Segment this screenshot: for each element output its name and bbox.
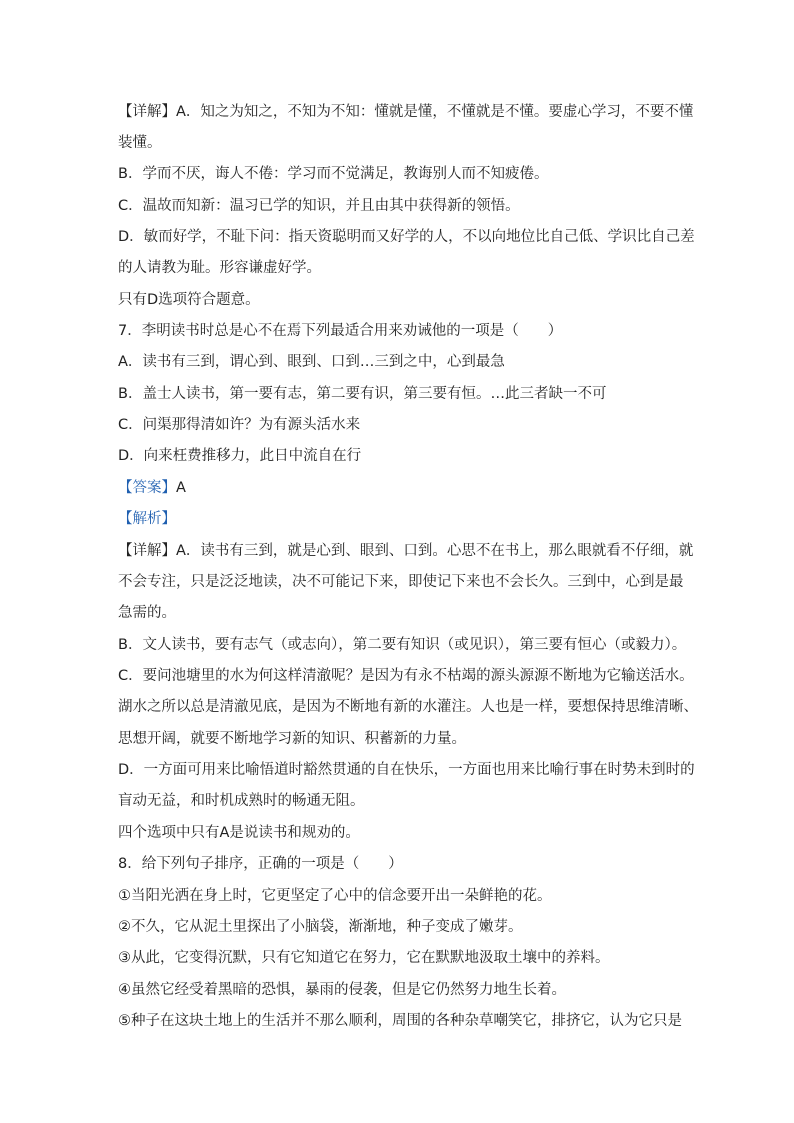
q7-exp-a-line2: 不会专注，只是泛泛地读，决不可能记下来，即使记下来也不会长久。三到中，心到是最 xyxy=(118,574,684,590)
question-7-title: 7．李明读书时总是心不在焉下列最适合用来劝诫他的一项是（ ） xyxy=(118,323,563,339)
q7-conclusion: 四个选项中只有A是说读书和规劝的。 xyxy=(118,825,360,841)
q7-exp-a-line1: A．读书有三到，就是心到、眼到、口到。心思不在书上，那么眼就看不仔细，就 xyxy=(176,543,694,559)
item-d-continuation: 的人请教为耻。形容谦虚好学。 xyxy=(118,260,321,276)
q7-exp-c-line3: 思想开阔，就要不断地学习新的知识、积蓄新的力量。 xyxy=(118,731,466,747)
q7-exp-b: B．文人读书，要有志气（或志向），第二要有知识（或见识），第三要有恒心（或毅力）。 xyxy=(118,637,687,653)
question-7-option-a: A．读书有三到，谓心到、眼到、口到…三到之中，心到最急 xyxy=(118,354,505,370)
question-8-sentence-3: ③从此，它变得沉默，只有它知道它在努力，它在默默地汲取土壤中的养料。 xyxy=(118,950,610,966)
question-8-sentence-4: ④虽然它经受着黑暗的恐惧，暴雨的侵袭，但是它仍然努力地生长着。 xyxy=(118,982,566,998)
question-7-option-b: B．盖士人读书，第一要有志，第二要有识，第三要有恒。…此三者缺一不可 xyxy=(118,386,607,402)
question-8-sentence-2: ②不久，它从泥土里探出了小脑袋，渐渐地，种子变成了嫩芽。 xyxy=(118,919,523,935)
question-7-option-d: D．向来枉费推移力，此日中流自在行 xyxy=(118,448,362,464)
q7-detail-tag: 【详解】 xyxy=(118,543,176,559)
question-8-sentence-5: ⑤种子在这块土地上的生活并不那么顺利，周围的各种杂草嘲笑它，排挤它，认为它只是 xyxy=(118,1013,682,1029)
q7-exp-c-line1: C．要问池塘里的水为何这样清澈呢？是因为有永不枯竭的源头源源不断地为它输送活水。 xyxy=(118,668,694,684)
conclusion-text: 只有D选项符合题意。 xyxy=(118,292,260,308)
q7-exp-a-line3: 急需的。 xyxy=(118,605,176,621)
item-a-continuation: 装懂。 xyxy=(118,135,162,151)
answer-value: A xyxy=(176,480,186,496)
q7-exp-c-line2: 湖水之所以总是清澈见底，是因为不断地有新的水灌注。人也是一样，要想保持思维清晰、 xyxy=(118,699,698,715)
item-c-text: C．温故而知新：温习已学的知识，并且由其中获得新的领悟。 xyxy=(118,198,520,214)
detail-line xyxy=(118,102,694,122)
q7-exp-d-line2: 盲动无益，和时机成熟时的畅通无阻。 xyxy=(118,793,365,809)
question-8-title: 8．给下列句子排序，正确的一项是（ ） xyxy=(118,856,403,872)
question-7-option-c: C．问渠那得清如许？为有源头活水来 xyxy=(118,417,361,433)
item-b-text: B．学而不厌，诲人不倦：学习而不觉满足，教诲别人而不知疲倦。 xyxy=(118,166,549,182)
item-d-text: D．敏而好学，不耻下问：指天资聪明而又好学的人，不以向地位比自己低、学识比自己差 xyxy=(118,229,695,245)
question-8-sentence-1: ①当阳光洒在身上时，它更坚定了心中的信念要开出一朵鲜艳的花。 xyxy=(118,888,552,904)
q7-detail-line xyxy=(118,541,694,561)
analysis-tag: 【解析】 xyxy=(118,511,176,527)
detail-tag: 【详解】 xyxy=(118,104,176,120)
q7-exp-d-line1: D．一方面可用来比喻悟道时豁然贯通的自在快乐，一方面也用来比喻行事在时势未到时的 xyxy=(118,762,695,778)
item-a-text: A．知之为知之，不知为不知：懂就是懂，不懂就是不懂。要虚心学习，不要不懂 xyxy=(176,104,694,120)
answer-line xyxy=(118,478,678,498)
answer-tag: 【答案】 xyxy=(118,480,176,496)
